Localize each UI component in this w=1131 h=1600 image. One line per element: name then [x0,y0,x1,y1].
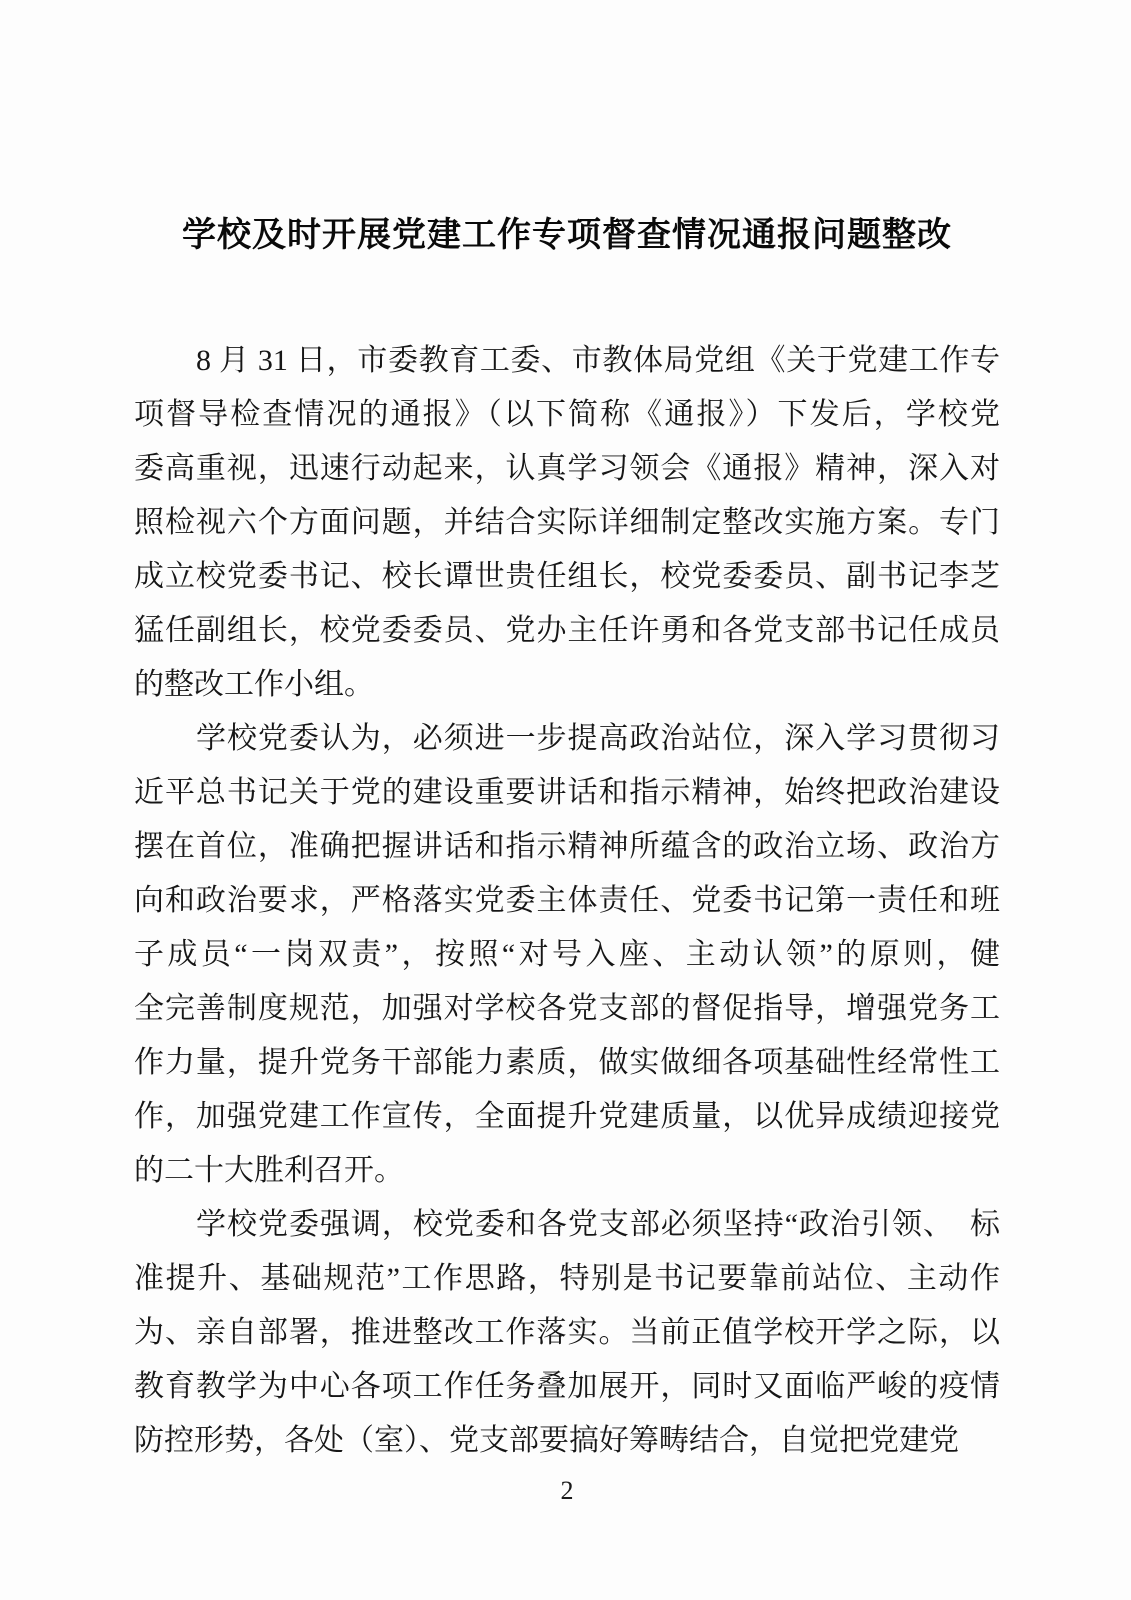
text-line: 全完善制度规范，加强对学校各党支部的督促指导，增强党务工 [134,992,1000,1025]
text-line: 教育教学为中心各项工作任务叠加展开，同时又面临严峻的疫情 [134,1370,1000,1403]
text-line: 成立校党委书记、校长谭世贵任组长，校党委委员、副书记李芝 [134,560,1000,593]
document-body [134,334,1000,1468]
text-line: 项督导检查情况的通报》（以下简称《通报》）下发后，学校党 [134,398,1000,431]
text-line: 近平总书记关于党的建设重要讲话和指示精神，始终把政治建设 [134,776,1000,809]
text-line: 的二十大胜利召开。 [134,1154,404,1187]
text-line: 猛任副组长，校党委委员、党办主任许勇和各党支部书记任成员 [134,614,1000,647]
text-line: 学校党委强调，校党委和各党支部必须坚持“政治引领、 标 [196,1208,1000,1241]
text-line: 防控形势，各处（室）、党支部要搞好筹畴结合，自觉把党建党 [134,1424,959,1457]
text-line: 的整改工作小组。 [134,668,374,701]
text-line: 子成员“一岗双责”，按照“对号入座、主动认领”的原则，健 [134,938,1000,971]
text-line: 准提升、基础规范”工作思路，特别是书记要靠前站位、主动作 [134,1262,1000,1295]
text-line: 照检视六个方面问题，并结合实际详细制定整改实施方案。专门 [134,506,1000,539]
text-line: 8 月 31 日，市委教育工委、市教体局党组《关于党建工作专 [196,344,1000,377]
text-line: 摆在首位，准确把握讲话和指示精神所蕴含的政治立场、政治方 [134,830,1000,863]
text-line: 作力量，提升党务干部能力素质，做实做细各项基础性经常性工 [134,1046,1000,1079]
text-line: 为、亲自部署，推进整改工作落实。当前正值学校开学之际，以 [134,1316,1000,1349]
document-title: 学校及时开展党建工作专项督查情况通报问题整改 [182,216,952,254]
page-number: 2 [560,1476,574,1505]
text-line: 学校党委认为，必须进一步提高政治站位，深入学习贯彻习 [196,722,1000,755]
text-line: 委高重视，迅速行动起来，认真学习领会《通报》精神，深入对 [134,452,1000,485]
text-line: 向和政治要求，严格落实党委主体责任、党委书记第一责任和班 [134,884,1000,917]
text-line: 作，加强党建工作宣传，全面提升党建质量，以优异成绩迎接党 [134,1100,1000,1133]
